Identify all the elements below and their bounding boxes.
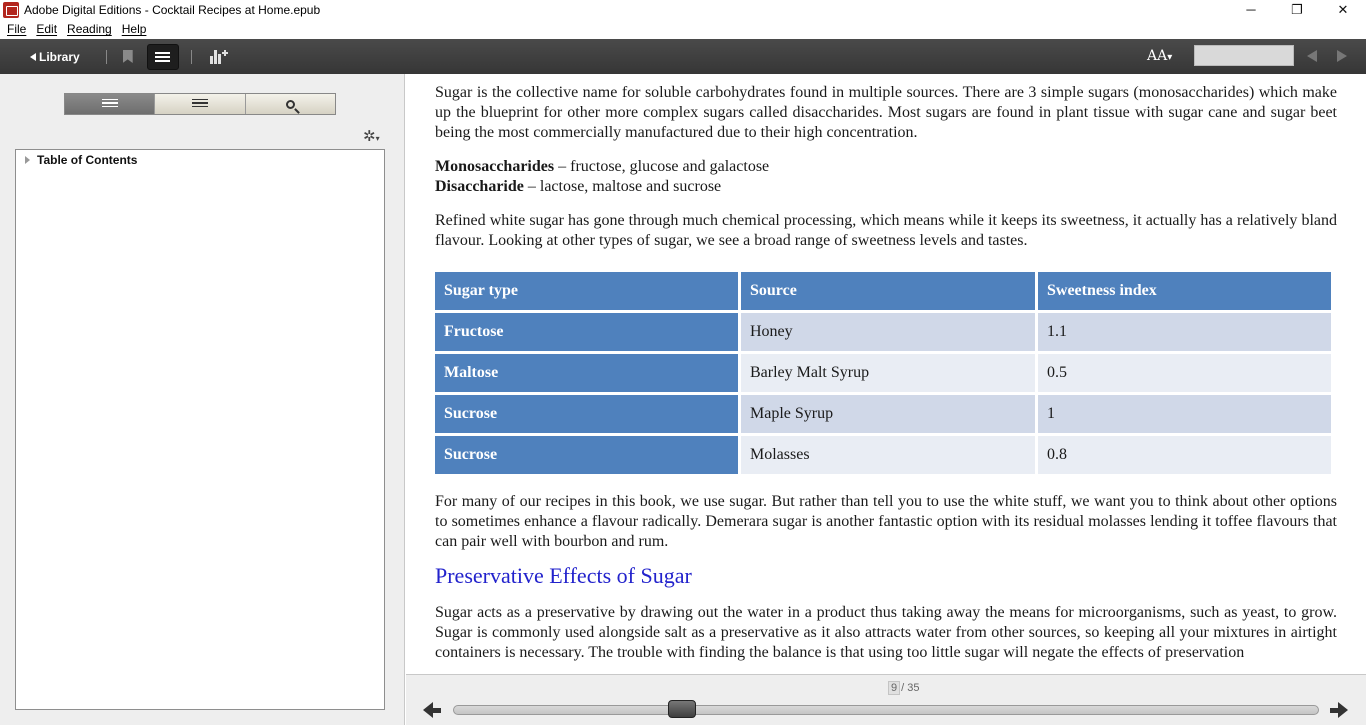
toc-root-label: Table of Contents (37, 153, 138, 167)
table-header-cell: Source (741, 272, 1035, 310)
bookmark-button[interactable] (117, 50, 139, 63)
table-cell: 0.5 (1038, 354, 1331, 392)
bookmark-icon (123, 50, 133, 63)
menu-reading[interactable]: Reading (67, 22, 112, 36)
gear-icon: ✲ (363, 128, 376, 145)
menu-file[interactable]: File (7, 22, 27, 36)
reading-pane (406, 74, 1366, 674)
expand-triangle-icon[interactable] (25, 156, 30, 164)
definition-item (435, 157, 1337, 177)
table-cell: Sucrose (435, 395, 738, 433)
table-row (435, 395, 1331, 433)
chevron-down-icon: ▾ (1167, 52, 1173, 63)
table-cell: Maltose (435, 354, 738, 392)
sidebar-panel (0, 74, 405, 725)
paragraph: Sugar acts as a preservative by drawing out the water in a product thus taking away the means for microorganisms, such as yeast, to grow. Sugar is commonly used alongside salt as a preservative as it also attracts water from other sources, so keeping all your mixtures in airtight containers is necessary. The trouble with finding the balance is that using too little sugar will negate the effects of preservation (435, 604, 1337, 661)
list-icon-line (155, 56, 170, 58)
arrow-shaft (432, 708, 441, 713)
close-button[interactable]: ✕ (1337, 1, 1349, 17)
definition-list (435, 157, 1337, 197)
page-navigation-bar (406, 674, 1366, 725)
definition-item (435, 177, 1337, 197)
table-header-cell: Sweetness index (1038, 272, 1331, 310)
list-icon-line (155, 60, 170, 62)
sidebar-options-button[interactable] (363, 127, 380, 145)
toc-tree (15, 149, 385, 710)
sugar-table (432, 269, 1334, 477)
page-indicator (888, 681, 919, 695)
page-slider-track[interactable] (453, 705, 1319, 715)
library-label: Library (39, 49, 80, 64)
toolbar-divider (191, 50, 192, 64)
back-triangle-icon (30, 53, 36, 61)
toolbar-divider (106, 50, 107, 64)
menu-edit[interactable]: Edit (36, 22, 58, 36)
paragraph: Sugar is the collective name for soluble carbohydrates found in multiple sources. There are 3 simple sugars (monosaccharides) which make up the blueprint for other more complex sugars called disaccharides. Most sugars are found in plant tissue with sugar cane and sugar beet being the most commercially manufactured due to their high concentration. (435, 84, 1337, 141)
title-bar (0, 0, 1366, 19)
table-cell: Barley Malt Syrup (741, 354, 1035, 392)
minimize-button[interactable]: ─ (1246, 2, 1256, 17)
font-size-button[interactable] (1147, 48, 1172, 64)
definition-text: – fructose, glucose and galactose (554, 158, 770, 175)
menu-bar (0, 19, 1366, 39)
menu-help[interactable]: Help (121, 22, 147, 36)
next-page-icon[interactable] (1337, 50, 1347, 62)
list-icon (155, 52, 170, 54)
previous-page-icon[interactable] (1307, 50, 1317, 62)
section-heading: Preservative Effects of Sugar (435, 563, 692, 588)
book-content (435, 83, 1337, 674)
toc-list-icon (102, 99, 118, 110)
toc-toggle-button[interactable] (147, 44, 179, 70)
table-row (435, 436, 1331, 474)
reader-toolbar (0, 39, 1366, 74)
search-input[interactable] (1194, 45, 1294, 66)
definition-text: – lactose, maltose and sucrose (523, 178, 722, 195)
next-page-button[interactable] (1330, 702, 1348, 718)
chart-plus-icon (210, 50, 228, 64)
table-cell: Honey (741, 313, 1035, 351)
table-cell: Molasses (741, 436, 1035, 474)
reading-stats-button[interactable] (210, 50, 228, 64)
table-row (435, 313, 1331, 351)
arrow-right-icon (1338, 702, 1348, 718)
paragraph: Refined white sugar has gone through much chemical processing, which means while it keeps its sweetness, it actually has a relatively bland flavour. Looking at other types of sugar, we see a broad range of sweetness levels and tastes. (435, 212, 1337, 249)
bookmark-list-icon (192, 99, 208, 110)
chevron-down-icon: ▾ (375, 134, 380, 143)
tab-table-of-contents[interactable] (65, 94, 155, 114)
font-size-label: AA (1147, 48, 1168, 64)
sidebar-tab-group (64, 93, 336, 115)
table-cell: Fructose (435, 313, 738, 351)
table-header-cell: Sugar type (435, 272, 738, 310)
restore-button[interactable]: ❐ (1291, 1, 1303, 17)
table-cell: Sucrose (435, 436, 738, 474)
table-cell: 1.1 (1038, 313, 1331, 351)
table-row (435, 354, 1331, 392)
current-page-field[interactable]: 9 (888, 681, 900, 695)
window-title: Adobe Digital Editions - Cocktail Recipes at Home.epub (24, 2, 321, 17)
definition-term: Monosaccharides (435, 158, 555, 175)
definition-term: Disaccharide (435, 178, 524, 195)
tab-search[interactable] (246, 94, 335, 114)
window-controls (1228, 0, 1366, 19)
paragraph: For many of our recipes in this book, we use sugar. But rather than tell you to use the white stuff, we want you to think about other options to sometimes enhance a flavour radically. Demerara sugar is another fantastic option with its residual molasses lending it toffee flavours that can pair well with bourbon and rum. (435, 493, 1337, 550)
table-cell: Maple Syrup (741, 395, 1035, 433)
tab-bookmarks[interactable] (155, 94, 245, 114)
adobe-digital-editions-icon (3, 2, 19, 18)
table-cell: 1 (1038, 395, 1331, 433)
total-pages: / 35 (901, 682, 920, 694)
table-cell: 0.8 (1038, 436, 1331, 474)
table-header-row (435, 272, 1331, 310)
library-button[interactable] (30, 50, 80, 64)
previous-page-button[interactable] (423, 702, 441, 718)
toc-root-item[interactable] (25, 153, 137, 167)
page-slider-thumb[interactable] (668, 700, 696, 718)
search-icon (286, 100, 295, 109)
